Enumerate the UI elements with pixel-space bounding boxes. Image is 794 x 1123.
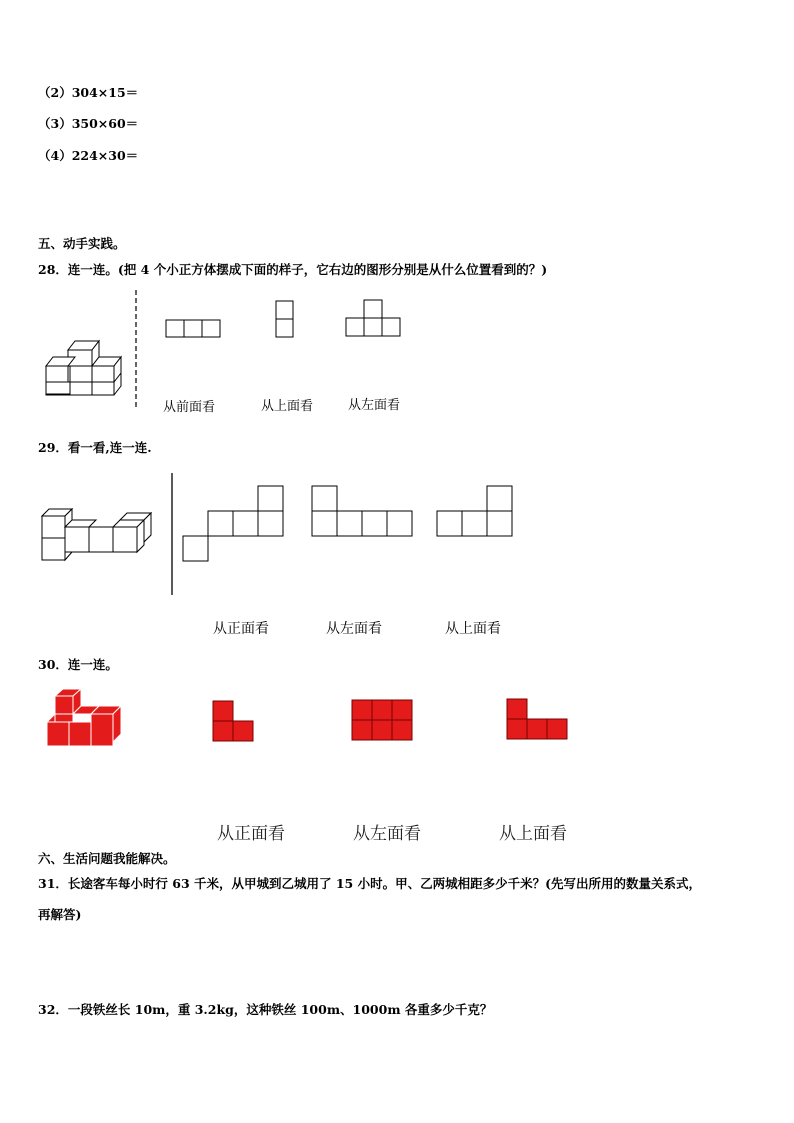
q29-view-b	[311, 485, 415, 539]
q28-label-front: 从前面看	[163, 400, 216, 415]
q30-label-front: 从正面看	[217, 824, 285, 844]
q30-view-grid	[351, 699, 413, 743]
q29-label-left: 从左面看	[326, 621, 382, 637]
q28-cube-stack-base	[44, 336, 124, 398]
q28-view-t-shape	[345, 299, 403, 339]
q29-divider	[170, 473, 174, 595]
q28-label-top: 从上面看	[261, 399, 314, 414]
section-5-title: 五、动手实践。	[38, 236, 126, 251]
calc-item-4: （4）224×30＝	[38, 148, 139, 163]
q29-cube-shape	[41, 508, 155, 564]
q28-label-left: 从左面看	[348, 398, 401, 413]
q28-prompt: 28．连一连。(把 4 个小正方体摆成下面的样子，它右边的图形分别是从什么位置看到的？)	[38, 262, 548, 277]
q30-red-cube-shape	[45, 688, 125, 748]
q30-prompt: 30．连一连。	[38, 657, 118, 672]
q29-label-top: 从上面看	[445, 621, 501, 637]
q30-view-l-small	[212, 700, 256, 744]
q29-view-c	[436, 485, 516, 539]
q30-label-top: 从上面看	[499, 824, 567, 844]
q29-label-front: 从正面看	[213, 621, 269, 637]
q29-view-a	[182, 485, 286, 563]
q28-view-column-of-two	[275, 300, 295, 340]
q29-prompt: 29．看一看,连一连.	[38, 440, 152, 455]
calc-item-3: （3）350×60＝	[38, 116, 139, 131]
q28-divider	[134, 290, 138, 410]
q31-text-line2: 再解答)	[38, 907, 82, 922]
q30-view-l-long	[506, 698, 570, 742]
q30-label-left: 从左面看	[353, 824, 421, 844]
q31-text-line1: 31．长途客车每小时行 63 千米，从甲城到乙城用了 15 小时。甲、乙两城相距多少千米？(先写出所用的数量关系式，	[38, 876, 702, 891]
q32-text: 32．一段铁丝长 10m，重 3.2kg，这种铁丝 100m、1000m 各重多少千克？	[38, 1002, 493, 1017]
section-6-title: 六、生活问题我能解决。	[38, 851, 176, 866]
calc-item-2: （2）304×15＝	[38, 85, 139, 100]
q28-view-row-of-three	[165, 319, 223, 339]
